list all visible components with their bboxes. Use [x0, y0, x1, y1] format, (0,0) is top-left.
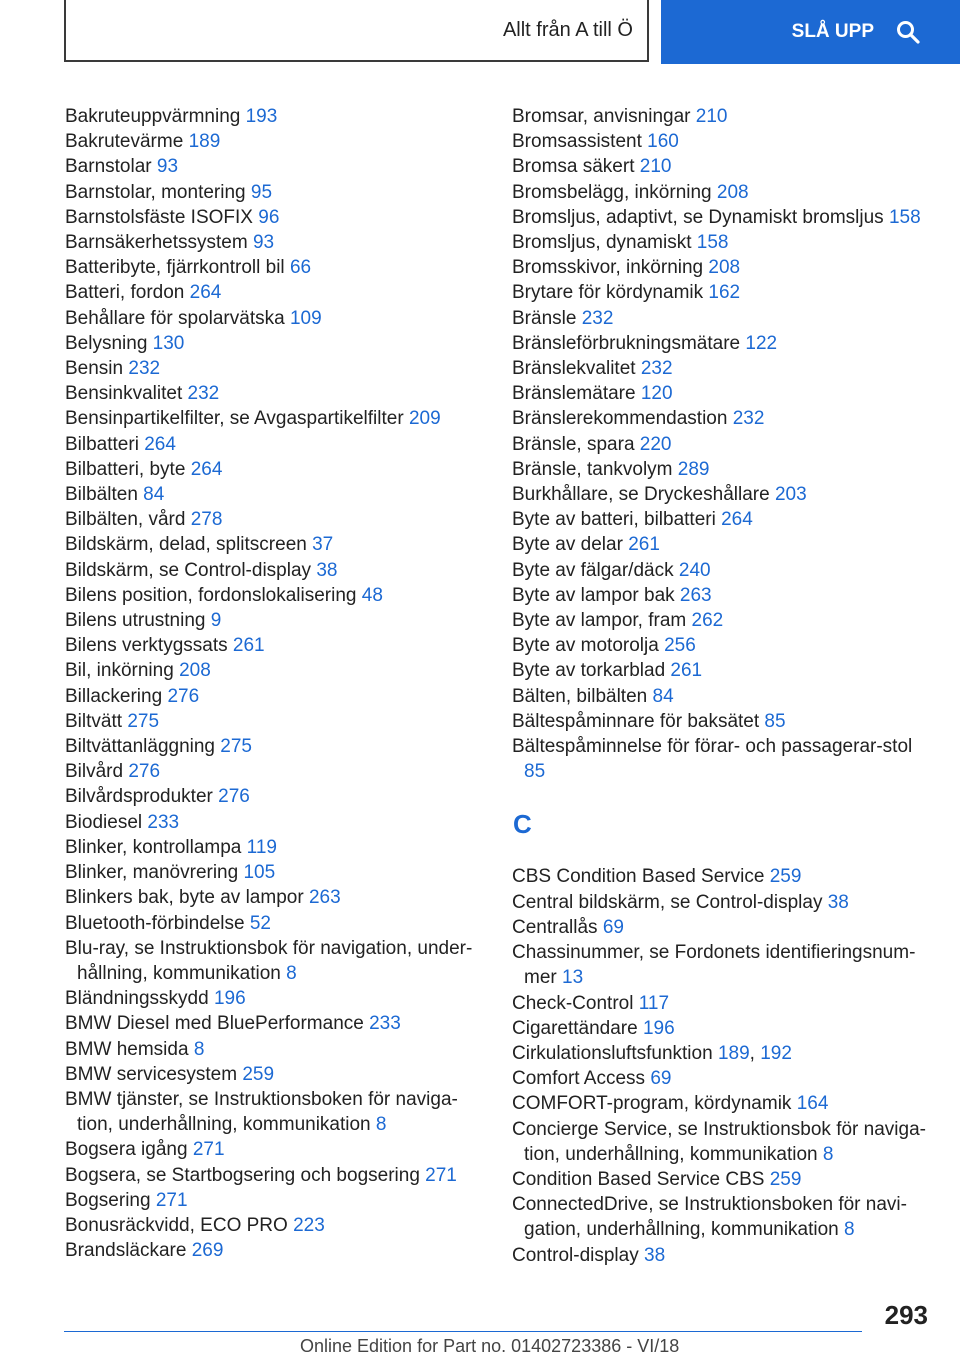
index-term: BMW Diesel med BluePerformance — [65, 1013, 364, 1035]
index-term: COMFORT-program, kördynamik — [512, 1093, 792, 1115]
index-term: Cirkulationsluftsfunktion — [512, 1042, 713, 1064]
index-entry — [512, 432, 932, 457]
index-entry — [512, 129, 932, 154]
index-column-right — [512, 104, 932, 1268]
index-term: ConnectedDrive, se Instruktionsboken för navi-gation, underhållning, kommunikation — [512, 1194, 907, 1241]
index-term: Behållare för spolarvätska — [65, 307, 285, 329]
index-term: Biodiesel — [65, 811, 143, 833]
index-term: Bilens utrustning — [65, 610, 206, 632]
index-entry — [512, 734, 932, 784]
page-link[interactable]: 264 — [721, 509, 753, 531]
index-term: Bensinkvalitet — [65, 383, 183, 405]
page-link[interactable]: 232 — [581, 307, 614, 329]
page-link[interactable]: 109 — [289, 307, 322, 329]
page-link[interactable]: 9 — [210, 610, 222, 632]
index-entry — [65, 684, 485, 709]
search-button[interactable] — [661, 0, 960, 64]
page-link[interactable]: 8 — [286, 962, 297, 984]
page-link[interactable]: 276 — [128, 761, 161, 783]
index-term: Bluetooth-förbindelse — [65, 912, 245, 934]
index-entry — [65, 482, 485, 507]
index-term: Central bildskärm, se Control-display — [512, 891, 823, 913]
index-entry — [512, 180, 932, 205]
index-entry — [65, 356, 485, 381]
index-entry — [65, 154, 485, 179]
index-term: Byte av delar — [512, 534, 623, 556]
index-entry — [512, 940, 932, 990]
index-entry — [65, 936, 485, 986]
page-link[interactable]: 264 — [190, 458, 223, 480]
index-term: Burkhållare, se Dryckeshållare — [512, 484, 770, 506]
page-link[interactable]: 276 — [167, 685, 200, 707]
page-link[interactable]: 271 — [425, 1164, 457, 1186]
search-label: SLÅ UPP — [791, 21, 874, 42]
index-entry — [65, 1238, 485, 1263]
index-entry — [512, 381, 932, 406]
index-term: Bilbälten — [65, 484, 138, 506]
index-term: Bonusräckvidd, ECO PRO — [65, 1214, 288, 1236]
page-link[interactable]: 37 — [312, 534, 334, 556]
index-entry — [65, 280, 485, 305]
page-link[interactable]: 261 — [232, 635, 265, 657]
page-link[interactable]: 261 — [670, 660, 703, 682]
page-link[interactable]: 48 — [361, 584, 383, 606]
page-link[interactable]: 210 — [695, 106, 728, 127]
index-entry — [65, 507, 485, 532]
index-term: Bromsbelägg, inkörning — [512, 181, 712, 203]
index-term: Bakrutevärme — [65, 131, 184, 153]
index-term: Bromsa säkert — [512, 156, 635, 178]
index-term: Bromsassistent — [512, 131, 642, 153]
index-entry — [512, 890, 932, 915]
index-entry — [512, 255, 932, 280]
page-link[interactable]: 93 — [252, 232, 275, 254]
page-link[interactable]: 233 — [369, 1013, 401, 1035]
index-term: Blinker, kontrollampa — [65, 836, 242, 858]
page-link[interactable]: 259 — [769, 866, 802, 888]
index-term: Bensin — [65, 358, 124, 380]
index-entry — [65, 1137, 485, 1162]
page-link[interactable]: 278 — [190, 509, 223, 531]
index-term: Batteri, fordon — [65, 282, 185, 304]
index-entry — [65, 129, 485, 154]
index-term: Batteribyte, fjärrkontroll bil — [65, 257, 285, 279]
index-term: Bilbatteri — [65, 433, 139, 455]
page-link[interactable]: 208 — [708, 257, 741, 279]
index-term: Cigarettändare — [512, 1017, 638, 1039]
index-entry — [512, 532, 932, 557]
page-link[interactable]: 259 — [242, 1063, 275, 1085]
index-term: Bromsskivor, inkörning — [512, 257, 704, 279]
index-term: Barnsäkerhetssystem — [65, 232, 248, 254]
index-term: BMW tjänster, se Instruktionsboken för naviga-tion, underhållning, kommunikation — [65, 1088, 458, 1136]
page-link[interactable]: 269 — [191, 1240, 224, 1262]
page-link[interactable]: 84 — [652, 685, 674, 707]
page-link[interactable]: 209 — [408, 408, 441, 430]
page-link[interactable]: 196 — [213, 988, 246, 1010]
index-term: Barnstolar — [65, 156, 152, 178]
index-entry — [65, 658, 485, 683]
index-term: Belysning — [65, 332, 148, 354]
index-term: Bränslerekommendastion — [512, 408, 728, 430]
index-term: Bränsle, tankvolym — [512, 458, 673, 480]
page-link[interactable]: 196 — [642, 1017, 675, 1039]
index-entry — [65, 1087, 485, 1137]
index-entry — [65, 759, 485, 784]
index-term: Centrallås — [512, 916, 598, 938]
index-term: Bilbatteri, byte — [65, 458, 186, 480]
page-link[interactable]: 289 — [677, 458, 710, 480]
page-link[interactable]: 262 — [691, 610, 724, 632]
index-entry — [512, 331, 932, 356]
index-term: Bränslemätare — [512, 383, 636, 405]
index-term: Bogsering — [65, 1189, 151, 1211]
index-entry — [65, 558, 485, 583]
index-entry — [65, 331, 485, 356]
page-link[interactable]: 93 — [156, 156, 179, 178]
index-term: Bränsle, spara — [512, 433, 635, 455]
index-term: Bromsljus, adaptivt, se Dynamiskt bromsljus — [512, 206, 884, 228]
page-link[interactable]: 240 — [678, 559, 711, 581]
page-link[interactable]: 271 — [192, 1139, 225, 1161]
search-icon — [896, 20, 920, 44]
page-link[interactable]: 122 — [745, 332, 778, 354]
index-term: Barnstolsfäste ISOFIX — [65, 206, 253, 228]
page-link[interactable]: 95 — [250, 181, 273, 203]
page-link[interactable]: 192 — [760, 1042, 792, 1064]
page-link[interactable]: 232 — [187, 383, 220, 405]
page-link[interactable]: 38 — [316, 559, 338, 581]
page-link[interactable]: 158 — [696, 232, 729, 254]
index-entry — [512, 658, 932, 683]
index-entry — [512, 406, 932, 431]
page-link[interactable]: 208 — [179, 660, 211, 682]
index-term: BMW servicesystem — [65, 1063, 238, 1085]
index-term: Bälten, bilbälten — [512, 685, 648, 707]
index-entry — [512, 1066, 932, 1091]
index-entry — [512, 104, 932, 129]
index-entry — [65, 381, 485, 406]
page-link[interactable]: 160 — [647, 131, 679, 153]
index-term: Brytare för kördynamik — [512, 282, 704, 304]
index-term: Bil, inkörning — [65, 660, 174, 682]
index-term: Biltvättanläggning — [65, 736, 215, 758]
index-entry — [65, 911, 485, 936]
index-entry: Cirkulationsluftsfunktion 189, 192 — [512, 1042, 792, 1064]
index-entry — [65, 835, 485, 860]
footer-edition-text: Online Edition for Part no. 01402723386 - VI/18 — [300, 1336, 680, 1356]
page-link[interactable]: 8 — [375, 1114, 387, 1136]
page-link[interactable]: 233 — [147, 811, 180, 833]
index-entry — [512, 1243, 932, 1268]
index-entry — [65, 986, 485, 1011]
page-link[interactable]: 264 — [144, 433, 176, 455]
page-link[interactable]: 96 — [258, 206, 280, 228]
page-link[interactable]: 271 — [155, 1189, 188, 1211]
index-entry — [65, 230, 485, 255]
index-entry — [512, 1117, 932, 1167]
index-entry — [512, 1016, 932, 1041]
index-term: Bränslekvalitet — [512, 358, 636, 380]
page-link[interactable]: 52 — [249, 912, 271, 934]
index-term: Bilbälten, vård — [65, 509, 186, 531]
index-entry — [65, 1188, 485, 1213]
page-link[interactable]: 276 — [218, 786, 250, 808]
section-letter-heading: C — [513, 809, 532, 840]
page-link[interactable]: 220 — [639, 433, 672, 455]
index-term: Bilens verktygssats — [65, 635, 228, 657]
page-link[interactable]: 8 — [193, 1038, 205, 1060]
page-link[interactable]: 38 — [827, 891, 849, 913]
page-link[interactable]: 275 — [220, 736, 252, 758]
page-link[interactable]: 69 — [650, 1068, 672, 1090]
page-link[interactable]: 263 — [308, 887, 341, 909]
page-number: 293 — [884, 1300, 928, 1330]
index-entry — [512, 608, 932, 633]
index-entry — [65, 205, 485, 230]
page-link[interactable]: 119 — [246, 836, 277, 858]
index-entry — [65, 532, 485, 557]
page-link[interactable]: 275 — [127, 710, 160, 732]
index-entry — [512, 709, 932, 734]
page-link[interactable]: 13 — [562, 967, 584, 989]
page-link[interactable]: 69 — [602, 916, 624, 938]
index-term: Brandsläckare — [65, 1240, 187, 1262]
page-link[interactable]: 8 — [822, 1143, 834, 1165]
index-entry — [512, 154, 932, 179]
index-entry — [512, 507, 932, 532]
index-entry — [65, 1163, 485, 1188]
page-link[interactable]: 66 — [289, 257, 312, 279]
index-entry — [512, 230, 932, 255]
index-term: Byte av torkarblad — [512, 660, 666, 682]
index-entry — [65, 457, 485, 482]
page-link[interactable]: 117 — [638, 992, 670, 1014]
index-entry — [512, 482, 932, 507]
index-entry — [65, 608, 485, 633]
page-link[interactable]: 223 — [293, 1214, 325, 1236]
index-term: Bränsle — [512, 307, 577, 329]
index-term: Byte av lampor bak — [512, 584, 675, 606]
page-link[interactable]: 38 — [644, 1244, 666, 1266]
page-link[interactable]: 232 — [732, 408, 765, 430]
index-entry — [65, 734, 485, 759]
section-label: Allt från A till Ö — [502, 18, 633, 41]
page-link[interactable]: 84 — [143, 484, 165, 506]
index-entry — [65, 1037, 485, 1062]
page-link[interactable]: 203 — [774, 484, 807, 506]
index-entry — [65, 1011, 485, 1036]
index-term: Billackering — [65, 685, 163, 707]
index-term: CBS Condition Based Service — [512, 866, 765, 888]
index-term: Barnstolar, montering — [65, 181, 246, 203]
index-term: Bränsleförbrukningsmätare — [512, 332, 741, 354]
index-entry — [65, 709, 485, 734]
index-term: Bromsar, anvisningar — [512, 106, 691, 127]
index-entry — [65, 180, 485, 205]
index-term: Concierge Service, se Instruktionsbok för naviga-tion, underhållning, kommunikation — [512, 1118, 926, 1165]
index-entry — [65, 406, 485, 431]
index-term: Byte av fälgar/däck — [512, 559, 674, 581]
index-entry — [512, 1167, 932, 1192]
index-entry — [512, 864, 932, 889]
page-link[interactable]: 158 — [888, 206, 921, 228]
index-term: Bildskärm, delad, splitscreen — [65, 534, 307, 556]
index-entry — [512, 991, 932, 1016]
page-link[interactable]: 120 — [640, 383, 673, 405]
index-term: Condition Based Service CBS — [512, 1168, 765, 1190]
page-link[interactable]: 263 — [679, 584, 712, 606]
index-entry — [512, 583, 932, 608]
index-entry — [512, 558, 932, 583]
index-entry — [65, 255, 485, 280]
index-term: Bilvård — [65, 761, 124, 783]
index-entry — [512, 356, 932, 381]
index-entry — [512, 915, 932, 940]
index-term: Bildskärm, se Control-display — [65, 559, 312, 581]
index-entry — [65, 306, 485, 331]
index-entry — [65, 885, 485, 910]
index-term: Chassinummer, se Fordonets identifieringsnum-mer — [512, 942, 916, 989]
page-link[interactable]: 256 — [664, 635, 696, 657]
index-term: Biltvätt — [65, 710, 123, 732]
index-entry — [65, 1062, 485, 1087]
page-link[interactable]: 259 — [769, 1168, 802, 1190]
page-link[interactable]: 232 — [640, 358, 673, 380]
page-link[interactable]: 130 — [152, 332, 185, 354]
index-entry — [65, 583, 485, 608]
footer-divider — [64, 1331, 862, 1332]
page-link[interactable]: 208 — [716, 181, 749, 203]
index-term: Comfort Access — [512, 1068, 646, 1090]
index-term: Byte av batteri, bilbatteri — [512, 509, 716, 531]
index-entry — [65, 1213, 485, 1238]
page-link[interactable]: 232 — [128, 358, 161, 380]
index-term: Byte av lampor, fram — [512, 610, 687, 632]
page-link[interactable]: 193 — [245, 106, 278, 127]
index-term: Bältespåminnelse för förar- och passagerar-stol — [512, 736, 913, 758]
page-link[interactable]: 85 — [764, 710, 786, 732]
index-term: Bogsera, se Startbogsering och bogsering — [65, 1164, 420, 1186]
index-term: Bältespåminnare för baksätet — [512, 710, 760, 732]
index-term: Bilens position, fordonslokalisering — [65, 584, 357, 606]
index-entry — [512, 280, 932, 305]
index-entry — [65, 860, 485, 885]
index-entry — [65, 633, 485, 658]
index-entry — [65, 784, 485, 809]
section-tab[interactable] — [64, 0, 649, 62]
page-link[interactable]: 164 — [796, 1093, 829, 1115]
index-term: Bogsera igång — [65, 1139, 188, 1161]
page-link[interactable]: 105 — [243, 862, 276, 884]
page-link[interactable]: 162 — [708, 282, 741, 304]
index-entry — [512, 1091, 932, 1116]
index-term: Bakruteuppvärmning — [65, 106, 241, 127]
page-link[interactable]: 8 — [844, 1219, 855, 1241]
page-link[interactable]: 264 — [189, 282, 222, 304]
index-term: Blu-ray, se Instruktionsbok för navigation, under-hållning, kommunikation — [65, 937, 473, 984]
index-term: Bländningsskydd — [65, 988, 209, 1010]
index-column-left — [65, 104, 485, 1263]
index-term: BMW hemsida — [65, 1038, 189, 1060]
index-entry — [512, 306, 932, 331]
index-term: Control-display — [512, 1244, 639, 1266]
index-term: Byte av motorolja — [512, 635, 659, 657]
index-term: Blinkers bak, byte av lampor — [65, 887, 304, 909]
page-link[interactable]: 210 — [639, 156, 672, 178]
page-link[interactable]: 189 — [188, 131, 221, 153]
index-entry — [512, 633, 932, 658]
index-entry — [65, 810, 485, 835]
index-term: Bensinpartikelfilter, se Avgaspartikelfilter — [65, 408, 404, 430]
page-link[interactable]: 261 — [628, 534, 660, 556]
index-entry — [512, 684, 932, 709]
index-term: Bilvårdsprodukter — [65, 786, 213, 808]
index-entry — [512, 457, 932, 482]
index-term: Blinker, manövrering — [65, 862, 239, 884]
index-entry — [512, 1192, 932, 1242]
index-entry — [512, 205, 932, 230]
index-term: Check-Control — [512, 992, 634, 1014]
index-entry — [65, 104, 485, 129]
page-link[interactable]: 85 — [524, 761, 546, 783]
index-entry — [65, 432, 485, 457]
page-link[interactable]: 189 — [717, 1042, 750, 1064]
index-term: Bromsljus, dynamiskt — [512, 232, 692, 254]
